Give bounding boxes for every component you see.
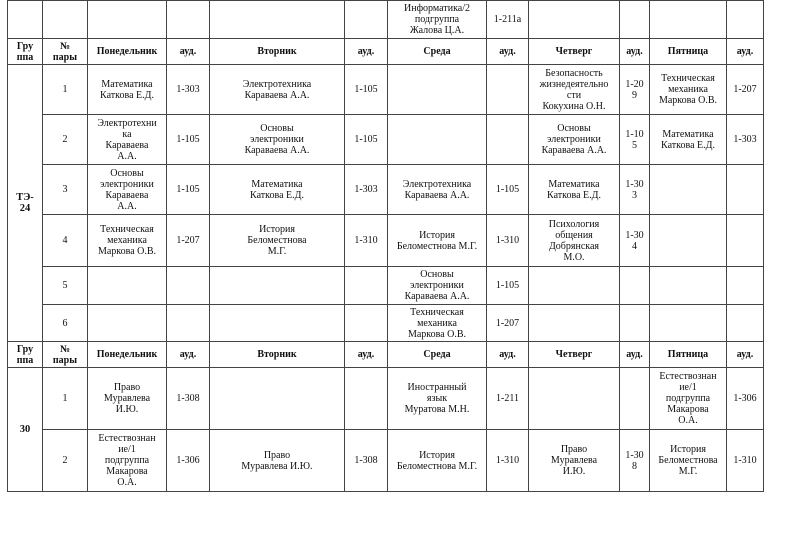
room-cell	[487, 115, 529, 165]
header-group: Гру ппа	[8, 342, 43, 368]
pair-number: 2	[43, 430, 88, 492]
group-label: ТЭ- 24	[8, 65, 43, 342]
lesson-cell: Электротехни ка Караваева А.А.	[88, 115, 167, 165]
lesson-cell: Электротехника Караваева А.А.	[210, 65, 345, 115]
pair-number: 1	[43, 368, 88, 430]
room-cell: 1-303	[727, 115, 764, 165]
room-cell	[727, 305, 764, 342]
room-cell: 1-105	[167, 165, 210, 215]
header-friday: Пятница	[650, 39, 727, 65]
lesson-cell	[388, 115, 487, 165]
room-cell: 1-310	[345, 215, 388, 267]
table-row	[8, 368, 764, 430]
header-tuesday: Вторник	[210, 342, 345, 368]
room-cell	[620, 305, 650, 342]
lesson-cell	[650, 305, 727, 342]
lesson-cell: Математика Каткова Е.Д.	[210, 165, 345, 215]
lesson-cell	[529, 267, 620, 305]
lesson-cell: Иностранный язык Муратова М.Н.	[388, 368, 487, 430]
room-cell: 1-308	[167, 368, 210, 430]
lesson-cell: Математика Каткова Е.Д.	[650, 115, 727, 165]
room-cell: 1-105	[487, 165, 529, 215]
header-room: ауд.	[727, 39, 764, 65]
lesson-cell	[210, 267, 345, 305]
room-cell: 1-105	[487, 267, 529, 305]
room-cell: 1-306	[167, 430, 210, 492]
lesson-cell: Основы электроники Караваева А.А.	[210, 115, 345, 165]
room-cell: 1-30 4	[620, 215, 650, 267]
header-room: ауд.	[167, 342, 210, 368]
lesson-cell	[88, 267, 167, 305]
table-row	[8, 165, 764, 215]
room-cell: 1-310	[487, 215, 529, 267]
room-cell: 1-310	[727, 430, 764, 492]
room-cell: 1-30 3	[620, 165, 650, 215]
table-row	[8, 115, 764, 165]
lesson-cell: Основы электроники Караваева А.А.	[529, 115, 620, 165]
lesson-cell: Математика Каткова Е.Д.	[529, 165, 620, 215]
header-row	[8, 39, 764, 65]
room-cell: 1-306	[727, 368, 764, 430]
pair-number: 4	[43, 215, 88, 267]
header-wednesday: Среда	[388, 39, 487, 65]
table-row	[8, 430, 764, 492]
table-row	[8, 65, 764, 115]
lesson-cell: Математика Каткова Е.Д.	[88, 65, 167, 115]
lesson-cell: Право Муравлева И.Ю.	[210, 430, 345, 492]
header-room: ауд.	[487, 39, 529, 65]
header-room: ауд.	[167, 39, 210, 65]
lesson-cell	[210, 305, 345, 342]
lesson-cell	[650, 267, 727, 305]
lesson-cell	[650, 165, 727, 215]
lesson-cell: Естествознан ие/1 подгруппа Макарова О.А.	[650, 368, 727, 430]
header-room: ауд.	[727, 342, 764, 368]
room-cell	[727, 267, 764, 305]
room-cell	[620, 368, 650, 430]
room-cell: 1-30 8	[620, 430, 650, 492]
room-cell: 1-10 5	[620, 115, 650, 165]
lesson-cell: История Беломестнова М.Г.	[388, 215, 487, 267]
room-cell	[727, 165, 764, 215]
lesson-cell: Безопасность жизнедеятельно сти Кокухина О.Н.	[529, 65, 620, 115]
room-cell: 1-303	[167, 65, 210, 115]
lesson-cell: Техническая механика Маркова О.В.	[88, 215, 167, 267]
lesson-cell: Право Муравлева И.Ю.	[88, 368, 167, 430]
pair-number: 2	[43, 115, 88, 165]
group-label: 30	[8, 368, 43, 492]
header-room: ауд.	[620, 39, 650, 65]
room-cell	[727, 215, 764, 267]
room-cell: 1-207	[167, 215, 210, 267]
header-room: ауд.	[620, 342, 650, 368]
lesson-cell	[529, 305, 620, 342]
table-row	[8, 305, 764, 342]
schedule-table	[7, 0, 764, 492]
room-cell	[345, 368, 388, 430]
lesson-cell: Техническая механика Маркова О.В.	[650, 65, 727, 115]
room-cell: 1-105	[345, 65, 388, 115]
room-cell	[167, 305, 210, 342]
header-room: ауд.	[345, 342, 388, 368]
pair-number: 6	[43, 305, 88, 342]
header-friday: Пятница	[650, 342, 727, 368]
header-pair: № пары	[43, 342, 88, 368]
table-row	[8, 215, 764, 267]
pair-number: 5	[43, 267, 88, 305]
lesson-cell: Естествознан ие/1 подгруппа Макарова О.А.	[88, 430, 167, 492]
header-monday: Понедельник	[88, 342, 167, 368]
header-wednesday: Среда	[388, 342, 487, 368]
lesson-cell: Техническая механика Маркова О.В.	[388, 305, 487, 342]
room-cell: 1-207	[487, 305, 529, 342]
lesson-cell	[650, 215, 727, 267]
room-cell	[487, 65, 529, 115]
header-room: ауд.	[345, 39, 388, 65]
header-monday: Понедельник	[88, 39, 167, 65]
lesson-cell: История Беломестнова М.Г.	[210, 215, 345, 267]
lesson-cell: Психология общения Добрянская М.О.	[529, 215, 620, 267]
top-subject: Информатика/2 подгруппа Жалова Ц.А.	[388, 1, 487, 39]
top-room: 1-211а	[487, 1, 529, 39]
header-room: ауд.	[487, 342, 529, 368]
header-group: Гру ппа	[8, 39, 43, 65]
room-cell: 1-105	[167, 115, 210, 165]
room-cell: 1-105	[345, 115, 388, 165]
lesson-cell: Основы электроники Караваева А.А.	[88, 165, 167, 215]
header-thursday: Четверг	[529, 342, 620, 368]
room-cell	[167, 267, 210, 305]
top-row	[8, 1, 764, 39]
pair-number: 1	[43, 65, 88, 115]
lesson-cell	[210, 368, 345, 430]
lesson-cell: История Беломестнова М.Г.	[650, 430, 727, 492]
pair-number: 3	[43, 165, 88, 215]
table-row	[8, 267, 764, 305]
room-cell: 1-207	[727, 65, 764, 115]
lesson-cell	[88, 305, 167, 342]
header-thursday: Четверг	[529, 39, 620, 65]
header-tuesday: Вторник	[210, 39, 345, 65]
lesson-cell: История Беломестнова М.Г.	[388, 430, 487, 492]
lesson-cell	[388, 65, 487, 115]
header-row	[8, 342, 764, 368]
room-cell: 1-20 9	[620, 65, 650, 115]
room-cell: 1-308	[345, 430, 388, 492]
room-cell	[345, 267, 388, 305]
room-cell	[620, 267, 650, 305]
lesson-cell: Электротехника Караваева А.А.	[388, 165, 487, 215]
lesson-cell: Основы электроники Караваева А.А.	[388, 267, 487, 305]
room-cell: 1-211	[487, 368, 529, 430]
room-cell	[345, 305, 388, 342]
room-cell: 1-303	[345, 165, 388, 215]
lesson-cell	[529, 368, 620, 430]
room-cell: 1-310	[487, 430, 529, 492]
header-pair: № пары	[43, 39, 88, 65]
lesson-cell: Право Муравлева И.Ю.	[529, 430, 620, 492]
